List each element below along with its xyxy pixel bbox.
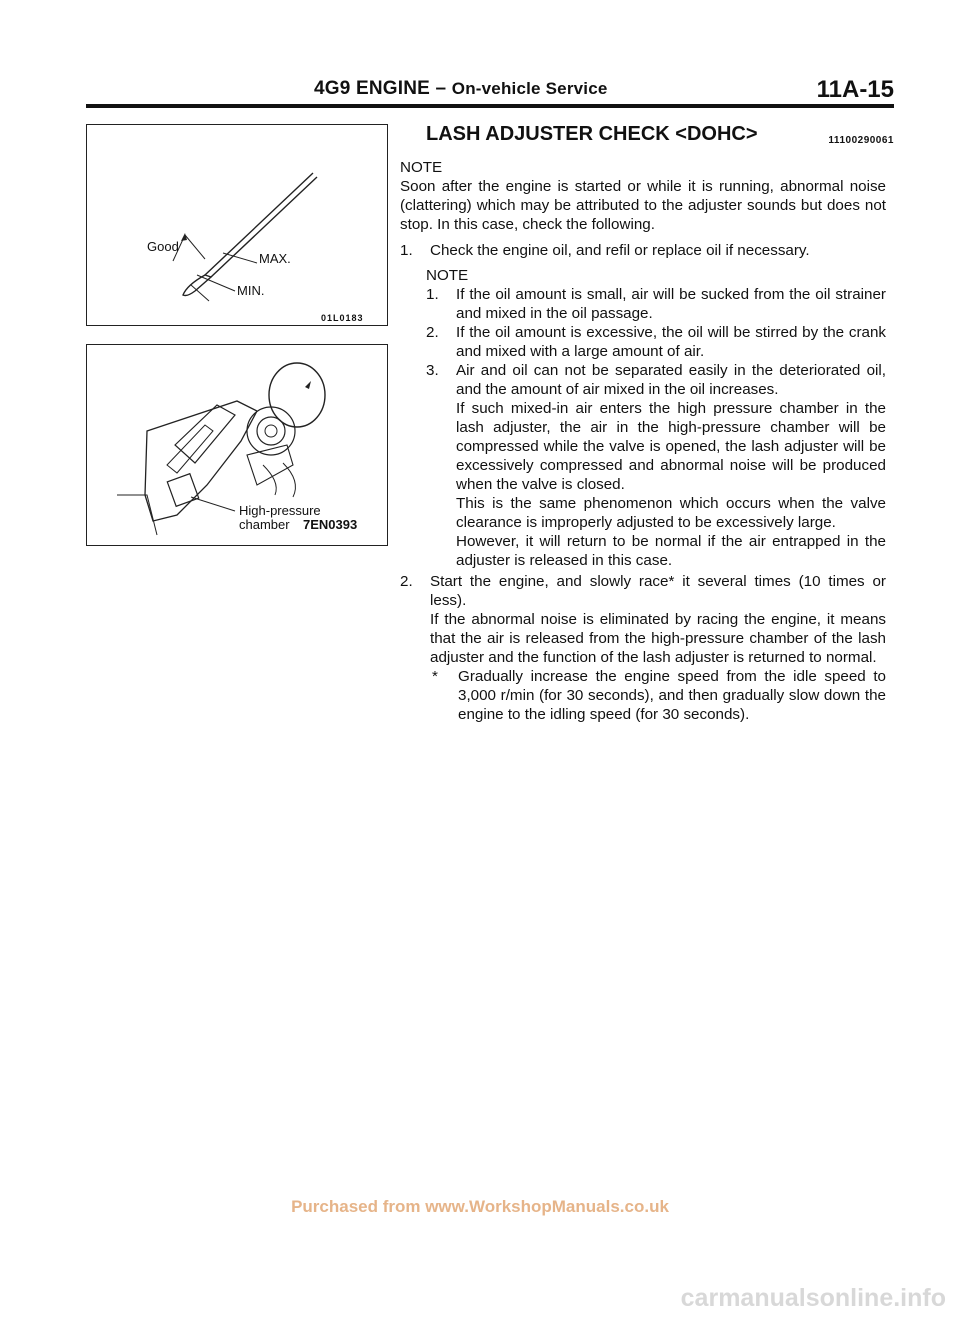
intro-paragraph: Soon after the engine is started or while it is running, abnormal noise (clattering) which may be attributed to the adjuster sounds but does not stop. In this case, check the following. [400,178,886,233]
header-title-sub: On-vehicle Service [451,79,608,98]
figure-dipstick [86,124,388,326]
note-body [456,361,886,570]
step-text: Check the engine oil, and refil or replace oil if necessary. [430,242,810,259]
header-title-dash: – [430,78,452,99]
page-header [86,76,894,106]
note-extra-2: This is the same phenomenon which occurs when the valve clearance is improperly adjusted to be excessively large. [456,495,886,531]
label-high-pressure: High-pressure [239,503,321,518]
label-max: MAX. [259,251,291,266]
lash-adjuster-illustration [87,345,387,545]
note-text: If the oil amount is excessive, the oil will be stirred by the crank and mixed with a large amount of air. [456,324,886,360]
header-title-main: 4G9 ENGINE [314,78,431,99]
note-label: NOTE [400,159,443,176]
note-label: NOTE [426,267,469,284]
note-number: 3. [426,362,439,379]
footer-watermark: Purchased from www.WorkshopManuals.co.uk [291,1197,669,1216]
footnote [430,667,886,724]
page-number: 11A-15 [816,76,894,103]
note-extra-3: However, it will return to be normal if the air entrapped in the adjuster is released in this case. [456,533,886,569]
figure-code: 01L0183 [321,313,364,323]
header-rule [86,104,894,108]
section-title [426,122,894,146]
label-good: Good [147,239,179,254]
figure-lash-adjuster [86,344,388,546]
note-text: Air and oil can not be separated easily in the deteriorated oil, and the amount of air mixed in the oil increases. [456,362,886,398]
footnote-mark: * [432,668,438,685]
step-text: Start the engine, and slowly race* it several times (10 times or less). [430,573,886,609]
note-extra-1: If such mixed-in air enters the high pressure chamber in the lash adjuster, the air in the high-pressure chamber will be compressed while the valve is opened, the lash adjuster will be excessively compressed and abnormal noise will be produced when the valve is closed. [456,400,886,493]
step-number: 2. [400,573,413,590]
step-number: 1. [400,242,413,259]
note-number: 2. [426,324,439,341]
note-item-2 [426,323,886,361]
note-text: If the oil amount is small, air will be sucked from the oil strainer and mixed in the oil passage. [456,286,886,322]
note-item-3 [426,361,886,570]
note-item-1 [426,285,886,323]
step-2 [400,572,886,724]
site-watermark: carmanualsonline.info [680,1284,946,1312]
section-title-text: LASH ADJUSTER CHECK <DOHC> [426,123,758,145]
step-1-note-label [426,266,886,285]
figure-code: 7EN0393 [303,517,358,532]
label-min: MIN. [237,283,265,298]
step-1 [400,241,886,260]
note-number: 1. [426,286,439,303]
label-chamber: chamber [239,517,290,532]
header-title [314,78,608,100]
step-extra: If the abnormal noise is eliminated by racing the engine, it means that the air is released from the high-pressure chamber of the lash adjuster and the function of the lash adjuster is returned to normal. [430,611,886,666]
section-code: 11100290061 [828,135,894,146]
footnote-text: Gradually increase the engine speed from the idle speed to 3,000 r/min (for 30 seconds), and then gradually slow down the engine to the idling speed (for 30 seconds). [458,668,886,723]
main-content [400,122,894,724]
step-body [430,572,886,724]
